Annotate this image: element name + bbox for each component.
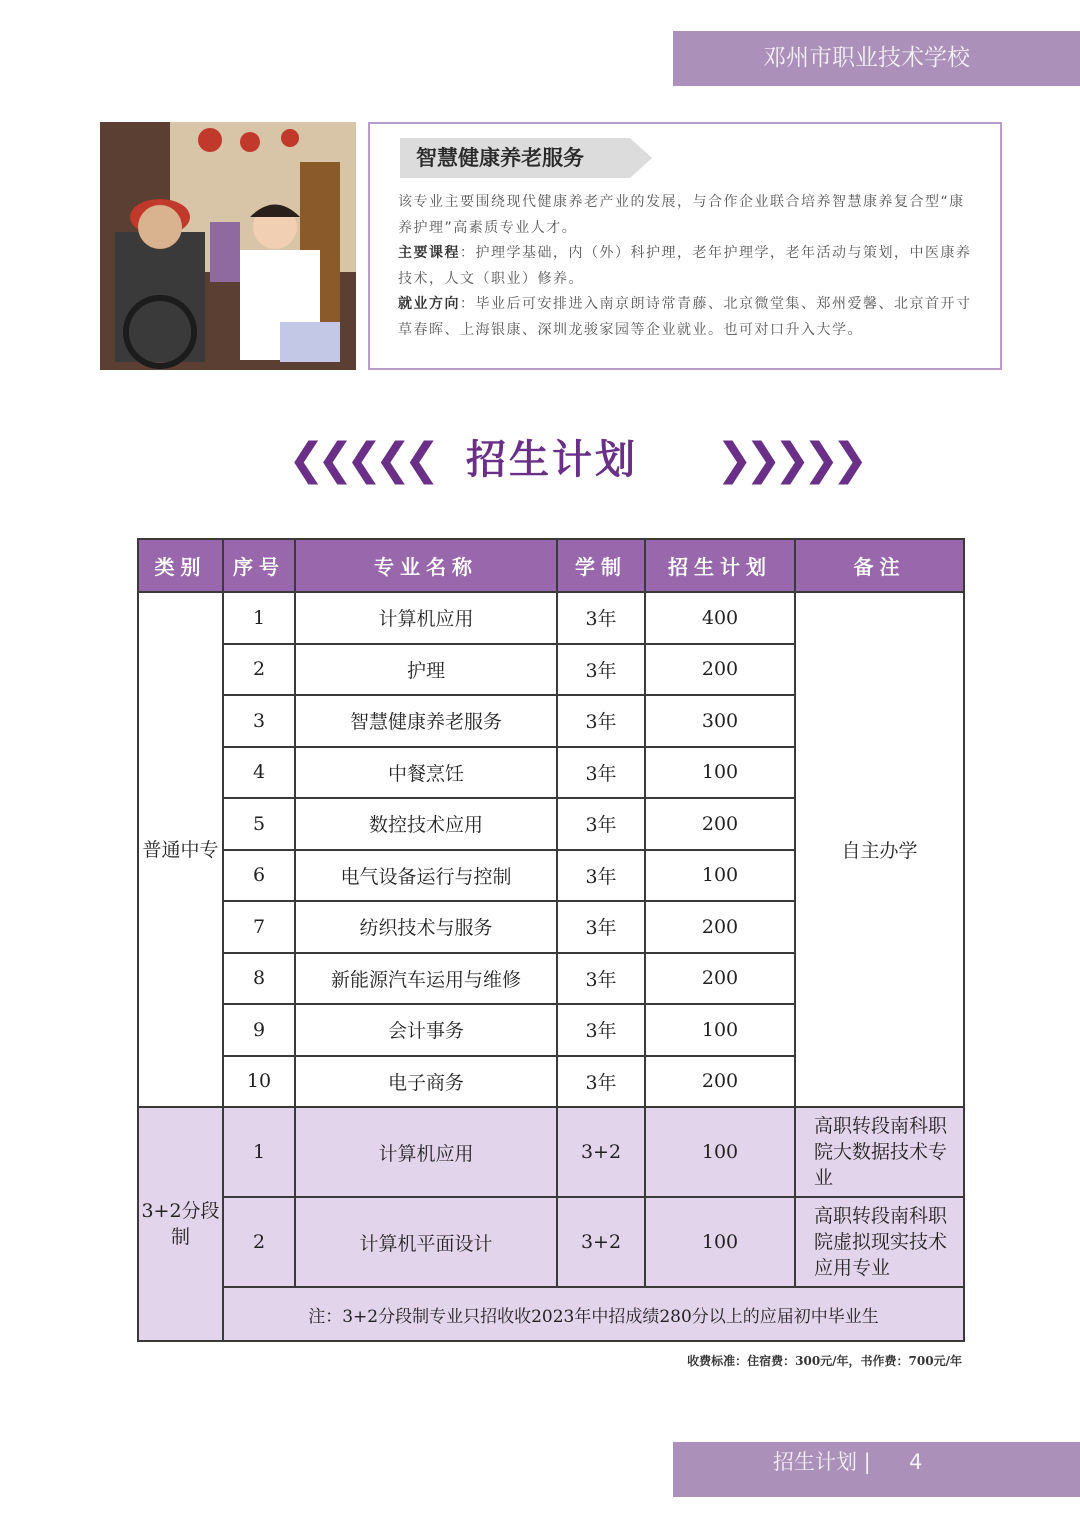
enrollment-plan-table: [137, 538, 965, 1342]
section-title-row: [0, 430, 1080, 490]
plan-count: 200: [645, 1056, 795, 1108]
table-row: [138, 1197, 964, 1287]
left-chevrons-decoration: ❮❮❮❮❮: [288, 434, 433, 485]
duration: 3年: [557, 592, 645, 644]
major-name: 电气设备运行与控制: [295, 850, 557, 902]
major-name: 电子商务: [295, 1056, 557, 1108]
career-text: ：毕业后可安排进入南京朗诗常青藤、北京微堂集、郑州爱馨、北京首开寸草春晖、上海银康、深圳龙骏家园等企业就业。也可对口升入大学。: [398, 296, 972, 338]
major-name: 护理: [295, 644, 557, 696]
row-number: 2: [223, 1197, 295, 1287]
major-name: 智慧健康养老服务: [295, 695, 557, 747]
footer-section-label: 招生计划 |: [773, 1450, 871, 1474]
duration: 3年: [557, 901, 645, 953]
duration: 3+2: [557, 1197, 645, 1287]
category-label: 普通中专: [142, 838, 219, 861]
major-name: 纺织技术与服务: [295, 901, 557, 953]
header-category: 类别: [138, 539, 223, 592]
career-line: [398, 292, 978, 343]
major-name: 计算机平面设计: [295, 1197, 557, 1287]
table-note-row: [138, 1287, 964, 1341]
remark-self-run: 自主办学: [795, 592, 964, 1107]
remark-transfer: 高职转段南科职院虚拟现实技术应用专业: [795, 1197, 964, 1287]
fee-standard: 收费标准：住宿费：300元/年，书作费：700元/年: [687, 1354, 962, 1368]
major-name: 计算机应用: [295, 592, 557, 644]
major-name: 新能源汽车运用与维修: [295, 953, 557, 1005]
courses-line: [398, 241, 978, 292]
plan-count: 200: [645, 953, 795, 1005]
row-number: 6: [223, 850, 295, 902]
duration: 3年: [557, 850, 645, 902]
plan-count: 200: [645, 644, 795, 696]
header-major: 专业名称: [295, 539, 557, 592]
major-name: 中餐烹饪: [295, 747, 557, 799]
duration: 3年: [557, 695, 645, 747]
major-name: 计算机应用: [295, 1107, 557, 1197]
page-title: 招生计划: [466, 436, 638, 483]
plan-count: 200: [645, 798, 795, 850]
major-intro-text: [398, 190, 978, 343]
plan-count: 100: [645, 747, 795, 799]
plan-count: 400: [645, 592, 795, 644]
table-header-row: [138, 539, 964, 592]
header-plan: 招生计划: [645, 539, 795, 592]
row-number: 8: [223, 953, 295, 1005]
footer-band: [673, 1442, 1080, 1497]
duration: 3年: [557, 798, 645, 850]
right-chevrons-decoration: ❯❯❯❯❯: [716, 434, 861, 485]
plan-count: 200: [645, 901, 795, 953]
career-label: 就业方向: [398, 296, 460, 312]
row-number: 2: [223, 644, 295, 696]
duration: 3年: [557, 1056, 645, 1108]
plan-count: 100: [645, 1197, 795, 1287]
row-number: 4: [223, 747, 295, 799]
major-intro-box: [368, 122, 1002, 370]
school-name: 邓州市职业技术学校: [763, 45, 970, 71]
header-duration: 学制: [557, 539, 645, 592]
category-label: 3+2分段制: [141, 1200, 220, 1248]
duration: 3年: [557, 953, 645, 1005]
courses-text: ：护理学基础，内（外）科护理，老年护理学，老年活动与策划，中医康养技术，人文（职业）修养。: [398, 245, 972, 287]
photo-illustration: [100, 122, 356, 370]
category-segmented: [138, 1107, 223, 1341]
nursing-care-photo: [100, 122, 356, 370]
plan-count: 100: [645, 1107, 795, 1197]
major-tag-arrow: [630, 138, 652, 178]
row-number: 5: [223, 798, 295, 850]
row-number: 1: [223, 592, 295, 644]
major-description: 该专业主要围绕现代健康养老产业的发展，与合作企业联合培养智慧康养复合型“康养护理”高素质专业人才。: [398, 194, 965, 236]
duration: 3年: [557, 747, 645, 799]
row-number: 9: [223, 1004, 295, 1056]
table-row: [138, 1107, 964, 1197]
row-number: 1: [223, 1107, 295, 1197]
header-number: 序号: [223, 539, 295, 592]
duration: 3+2: [557, 1107, 645, 1197]
plan-count: 100: [645, 850, 795, 902]
page-number: 4: [909, 1450, 923, 1474]
major-name: 数控技术应用: [295, 798, 557, 850]
plan-count: 100: [645, 1004, 795, 1056]
header-remark: 备注: [795, 539, 964, 592]
row-number: 3: [223, 695, 295, 747]
school-header-band: [673, 31, 1080, 86]
courses-label: 主要课程: [398, 245, 460, 261]
major-name: 会计事务: [295, 1004, 557, 1056]
row-number: 7: [223, 901, 295, 953]
remark-transfer: 高职转段南科职院大数据技术专业: [795, 1107, 964, 1197]
table-note: 注：3+2分段制专业只招收收2023年中招成绩280分以上的应届初中毕业生: [223, 1287, 964, 1341]
major-tag: 智慧健康养老服务: [400, 138, 630, 178]
category-regular: [138, 592, 223, 1107]
duration: 3年: [557, 644, 645, 696]
duration: 3年: [557, 1004, 645, 1056]
table-row: [138, 592, 964, 644]
row-number: 10: [223, 1056, 295, 1108]
plan-count: 300: [645, 695, 795, 747]
